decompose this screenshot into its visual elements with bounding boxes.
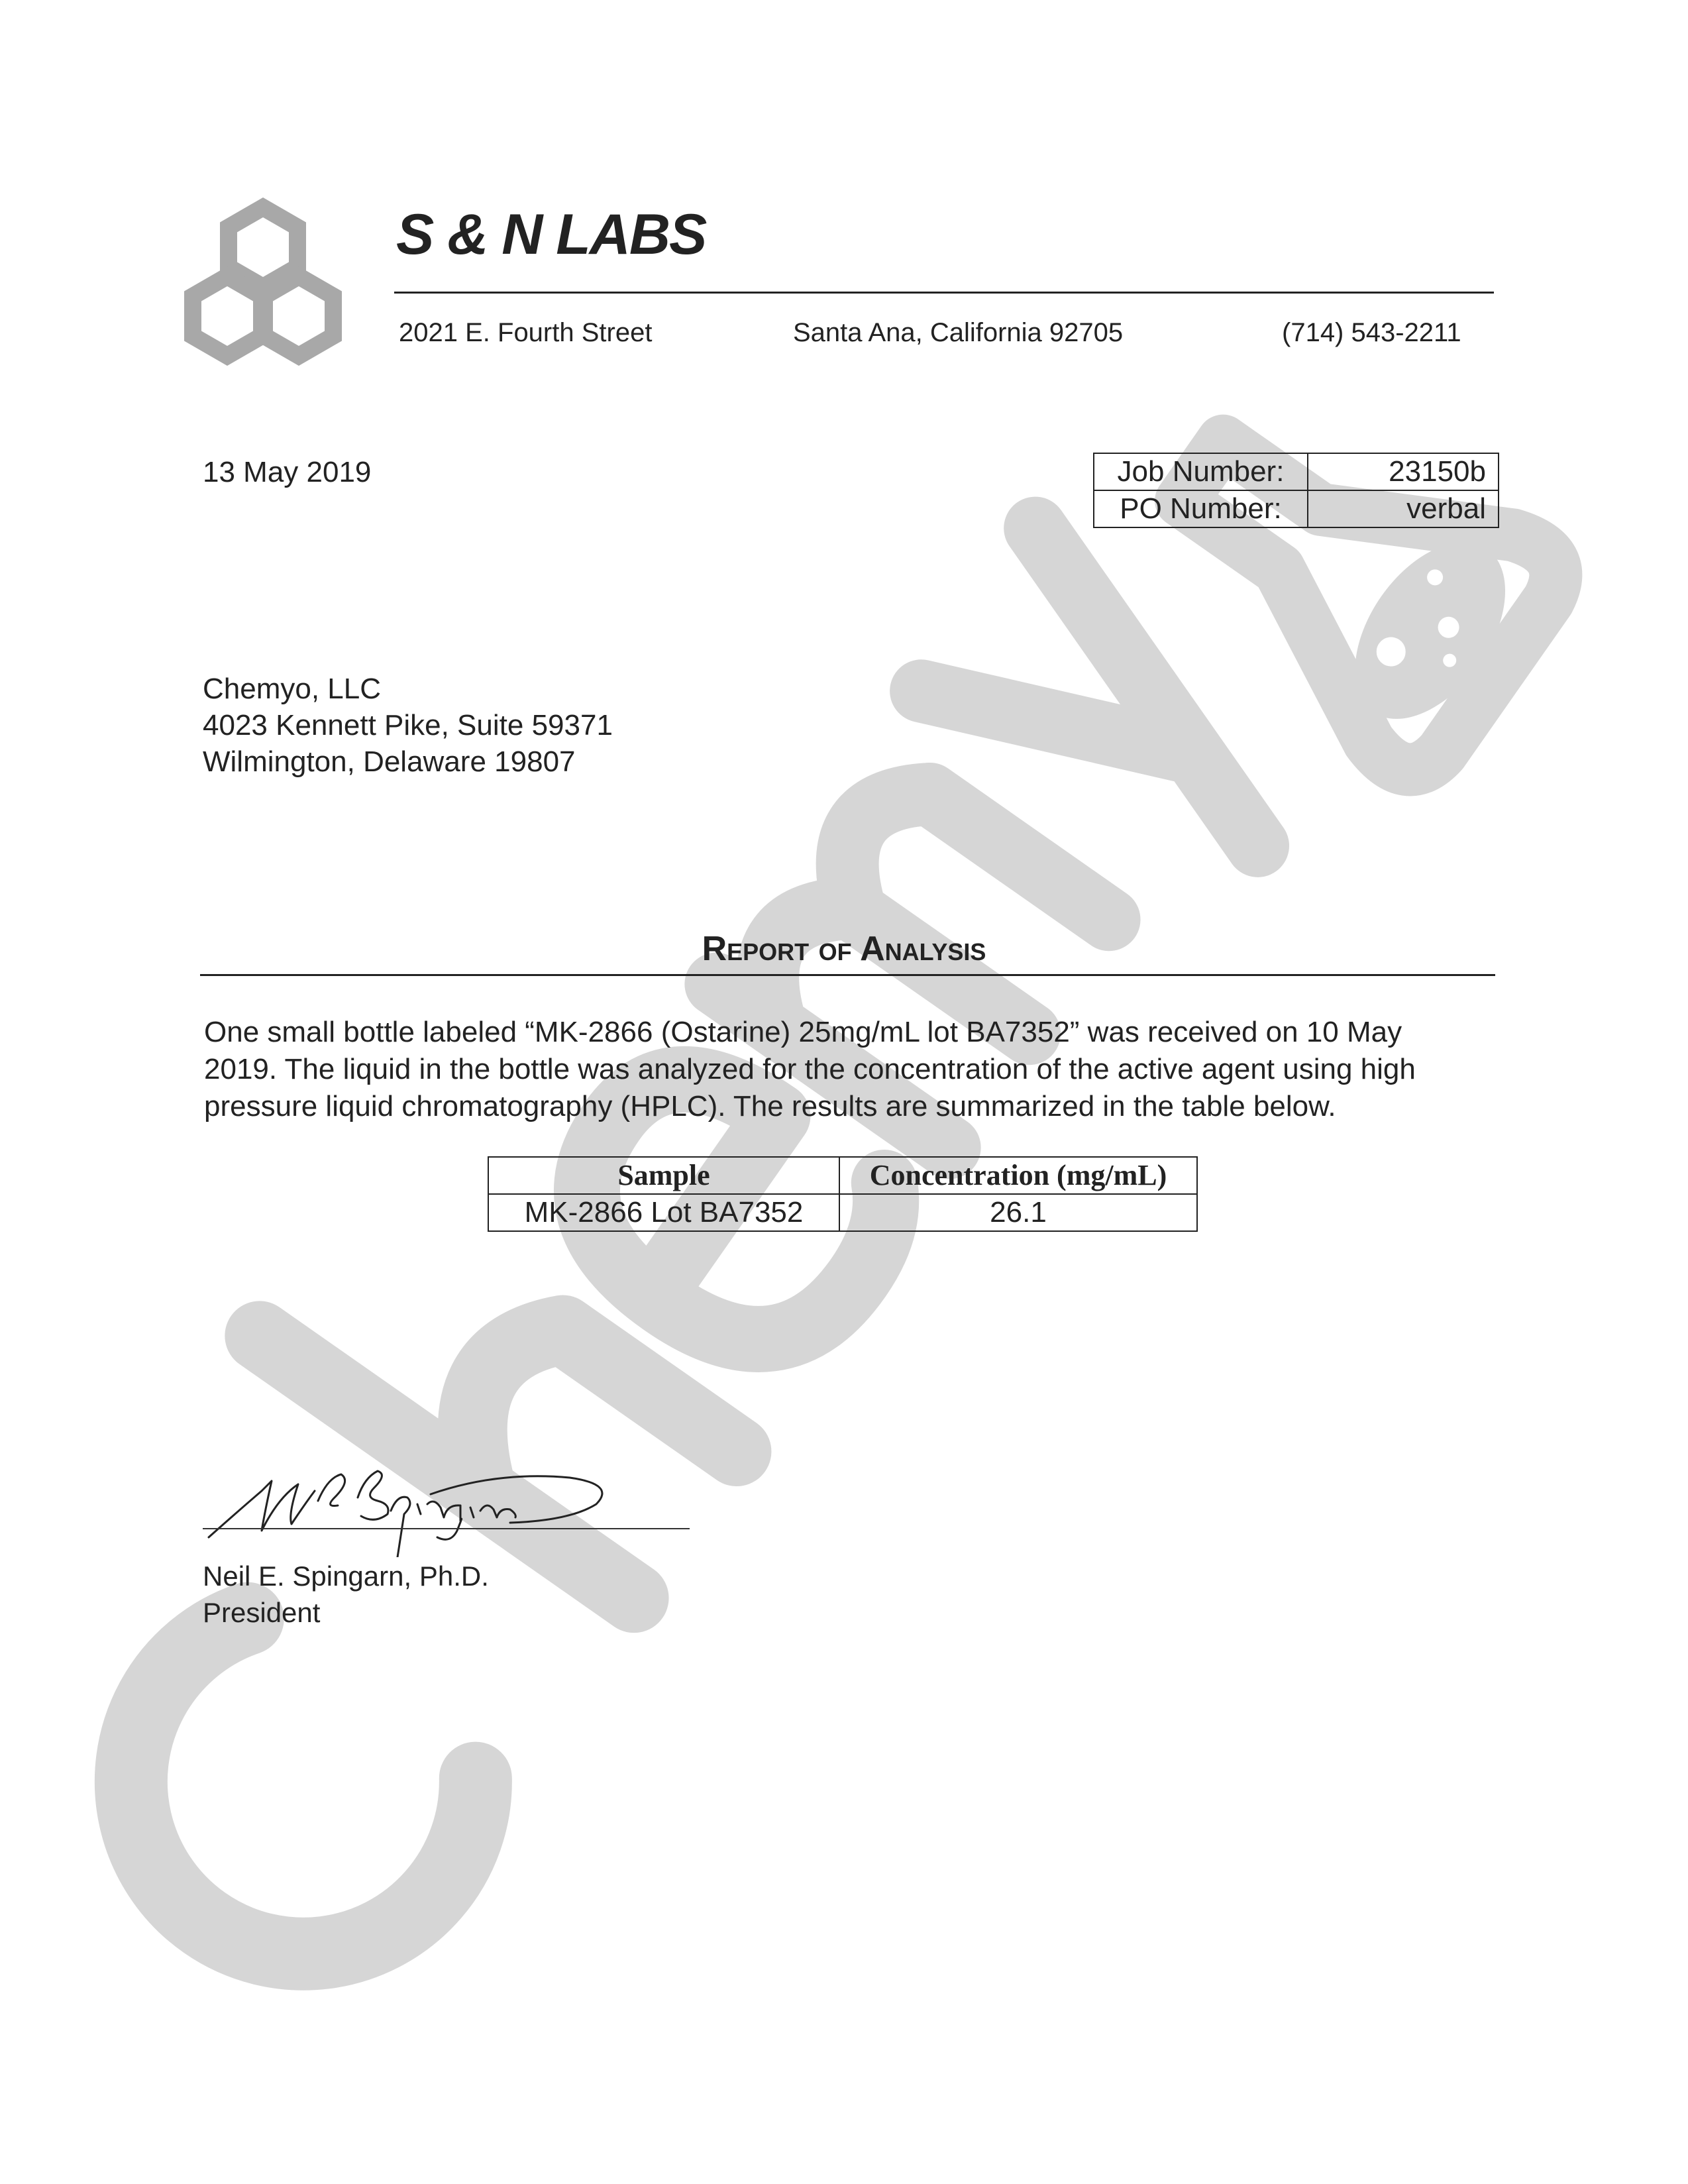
report-text-line3: pressure liquid chromatography (HPLC). The results are summarized in the table below. (204, 1090, 1336, 1122)
table-row (488, 1194, 1197, 1231)
sample-cell: MK-2866 Lot BA7352 (488, 1194, 839, 1231)
po-number-value: verbal (1308, 490, 1499, 527)
signatory-title: President (203, 1597, 321, 1628)
header-concentration: Concentration (mg/mL) (839, 1157, 1197, 1194)
lab-street: 2021 E. Fourth Street (399, 318, 653, 347)
concentration-cell: 26.1 (839, 1194, 1197, 1231)
job-number-row (1094, 453, 1499, 490)
report-date: 13 May 2019 (203, 456, 372, 488)
report-text-line1: One small bottle labeled “MK-2866 (Ostarine) 25mg/mL lot BA7352” was received on 10 May (204, 1016, 1402, 1048)
po-number-label: PO Number: (1094, 490, 1308, 527)
job-number-value: 23150b (1308, 453, 1499, 490)
recipient-address-line2: Wilmington, Delaware 19807 (203, 745, 576, 778)
lab-city: Santa Ana, California 92705 (793, 318, 1124, 347)
results-table (488, 1156, 1198, 1232)
hexagon-logo-icon (176, 195, 351, 374)
results-header-row (488, 1157, 1197, 1194)
signatory-name: Neil E. Spingarn, Ph.D. (203, 1560, 489, 1592)
report-title: Report of Analysis (702, 930, 986, 968)
po-number-row (1094, 490, 1499, 527)
signature-line (203, 1528, 690, 1529)
job-info-table (1093, 453, 1499, 528)
header-sample: Sample (488, 1157, 839, 1194)
recipient-address-line1: 4023 Kennett Pike, Suite 59371 (203, 709, 613, 741)
report-text-line2: 2019. The liquid in the bottle was analyzed for the concentration of the active agent using high (204, 1053, 1416, 1085)
lab-phone: (714) 543-2211 (1282, 318, 1461, 347)
report-divider (200, 974, 1495, 976)
letterhead-divider (394, 292, 1494, 294)
recipient-name: Chemyo, LLC (203, 673, 382, 705)
handwritten-signature (199, 1451, 702, 1557)
job-number-label: Job Number: (1094, 453, 1308, 490)
lab-name: S & N LABS (396, 203, 706, 266)
